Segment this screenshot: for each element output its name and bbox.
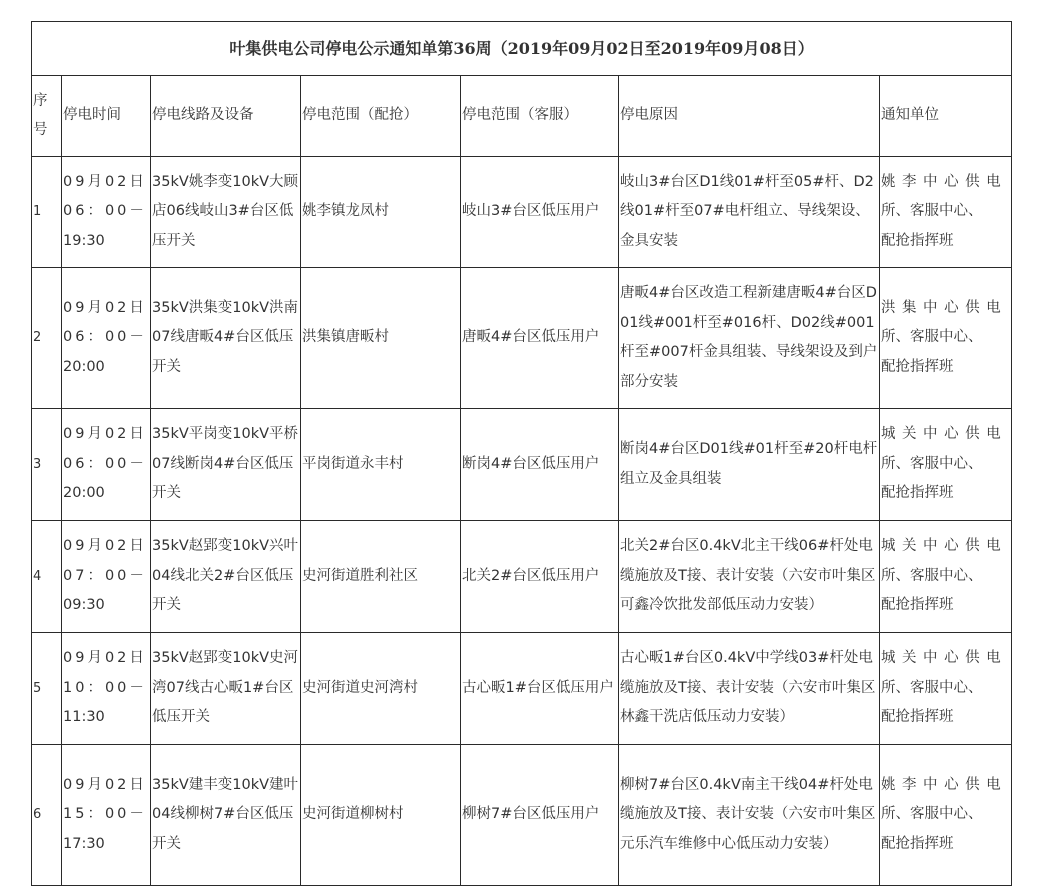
unit-line: 所、客服中心、 <box>881 329 983 346</box>
notice-title: 叶集供电公司停电公示通知单第36周（2019年09月02日至2019年09月08日） <box>32 22 1012 76</box>
time-date: 09月02日 <box>63 538 147 555</box>
row-time <box>62 521 151 633</box>
row-reason: 唐畈4#台区改造工程新建唐畈4#台区D01线#001杆至#016杆、D02线#001杆至#007杆金具组装、导线架设及到户部分安装 <box>619 268 880 409</box>
unit-line: 配抢指挥班 <box>881 358 954 375</box>
row-reason: 古心畈1#台区0.4kV中学线03#杆处电缆施放及T接、表计安装（六安市叶集区林鑫干洗店低压动力安装） <box>619 633 880 745</box>
unit-line: 所、客服中心、 <box>881 679 983 696</box>
header-row <box>32 76 1012 157</box>
row-range-service: 断岗4#台区低压用户 <box>461 409 619 521</box>
table-row <box>32 409 1012 521</box>
row-seq: 2 <box>32 268 62 409</box>
unit-line: 所、客服中心、 <box>881 455 983 472</box>
unit-line: 城关中心供电 <box>881 650 1008 667</box>
unit-line: 所、客服中心、 <box>881 203 983 220</box>
row-time <box>62 633 151 745</box>
row-reason: 柳树7#台区0.4kV南主干线04#杆处电缆施放及T接、表计安装（六安市叶集区元乐汽车维修中心低压动力安装） <box>619 745 880 886</box>
header-line: 停电线路及设备 <box>151 76 301 157</box>
row-range-service: 岐山3#台区低压用户 <box>461 157 619 268</box>
row-line: 35kV平岗变10kV平桥07线断岗4#台区低压开关 <box>151 409 301 521</box>
unit-line: 配抢指挥班 <box>881 709 954 726</box>
row-range-service: 古心畈1#台区低压用户 <box>461 633 619 745</box>
table-row <box>32 521 1012 633</box>
unit-line: 姚李中心供电 <box>881 173 1008 190</box>
row-unit <box>880 745 1012 886</box>
row-seq: 5 <box>32 633 62 745</box>
row-reason: 北关2#台区0.4kV北主干线06#杆处电缆施放及T接、表计安装（六安市叶集区可鑫冷饮批发部低压动力安装） <box>619 521 880 633</box>
time-end: 09:30 <box>63 597 105 614</box>
time-end: 11:30 <box>63 709 105 726</box>
time-start: 10：00－ <box>63 679 147 696</box>
row-seq: 1 <box>32 157 62 268</box>
row-time <box>62 268 151 409</box>
row-range-dispatch: 史河街道胜利社区 <box>301 521 461 633</box>
time-end: 19:30 <box>63 232 105 249</box>
row-time <box>62 157 151 268</box>
row-range-dispatch: 平岗街道永丰村 <box>301 409 461 521</box>
time-start: 06：00－ <box>63 203 147 220</box>
table-row <box>32 745 1012 886</box>
header-time: 停电时间 <box>62 76 151 157</box>
row-line: 35kV建丰变10kV建叶04线柳树7#台区低压开关 <box>151 745 301 886</box>
time-date: 09月02日 <box>63 650 147 667</box>
time-end: 17:30 <box>63 835 105 852</box>
header-range-dispatch: 停电范围（配抢） <box>301 76 461 157</box>
unit-line: 所、客服中心、 <box>881 567 983 584</box>
time-start: 06：00－ <box>63 455 147 472</box>
unit-line: 配抢指挥班 <box>881 597 954 614</box>
time-end: 20:00 <box>63 485 105 502</box>
outage-notice-table <box>31 21 1012 886</box>
unit-line: 所、客服中心、 <box>881 806 983 823</box>
unit-line: 配抢指挥班 <box>881 485 954 502</box>
time-start: 15：00－ <box>63 806 147 823</box>
time-start: 06：00－ <box>63 329 147 346</box>
row-time <box>62 745 151 886</box>
row-line: 35kV洪集变10kV洪南07线唐畈4#台区低压开关 <box>151 268 301 409</box>
row-range-dispatch: 洪集镇唐畈村 <box>301 268 461 409</box>
row-unit <box>880 409 1012 521</box>
header-unit: 通知单位 <box>880 76 1012 157</box>
row-line: 35kV赵郢变10kV兴叶04线北关2#台区低压开关 <box>151 521 301 633</box>
row-line: 35kV赵郢变10kV史河湾07线古心畈1#台区低压开关 <box>151 633 301 745</box>
unit-line: 洪集中心供电 <box>881 299 1008 316</box>
row-range-dispatch: 姚李镇龙凤村 <box>301 157 461 268</box>
header-reason: 停电原因 <box>619 76 880 157</box>
row-seq: 4 <box>32 521 62 633</box>
time-date: 09月02日 <box>63 776 147 793</box>
row-range-service: 唐畈4#台区低压用户 <box>461 268 619 409</box>
time-end: 20:00 <box>63 358 105 375</box>
row-range-dispatch: 史河街道史河湾村 <box>301 633 461 745</box>
row-range-service: 柳树7#台区低压用户 <box>461 745 619 886</box>
table-row <box>32 633 1012 745</box>
row-line: 35kV姚李变10kV大顾店06线岐山3#台区低压开关 <box>151 157 301 268</box>
row-reason: 断岗4#台区D01线#01杆至#20杆电杆组立及金具组装 <box>619 409 880 521</box>
unit-line: 配抢指挥班 <box>881 232 954 249</box>
unit-line: 配抢指挥班 <box>881 835 954 852</box>
row-time <box>62 409 151 521</box>
row-unit <box>880 268 1012 409</box>
time-start: 07：00－ <box>63 567 147 584</box>
time-date: 09月02日 <box>63 299 147 316</box>
row-range-dispatch: 史河街道柳树村 <box>301 745 461 886</box>
row-unit <box>880 633 1012 745</box>
row-reason: 岐山3#台区D1线01#杆至05#杆、D2线01#杆至07#电杆组立、导线架设、金具安装 <box>619 157 880 268</box>
table-row <box>32 157 1012 268</box>
row-unit <box>880 521 1012 633</box>
header-seq: 序号 <box>32 76 62 157</box>
time-date: 09月02日 <box>63 173 147 190</box>
row-seq: 3 <box>32 409 62 521</box>
row-seq: 6 <box>32 745 62 886</box>
row-unit <box>880 157 1012 268</box>
unit-line: 城关中心供电 <box>881 426 1008 443</box>
row-range-service: 北关2#台区低压用户 <box>461 521 619 633</box>
header-range-service: 停电范围（客服） <box>461 76 619 157</box>
unit-line: 姚李中心供电 <box>881 776 1008 793</box>
unit-line: 城关中心供电 <box>881 538 1008 555</box>
time-date: 09月02日 <box>63 426 147 443</box>
table-row <box>32 268 1012 409</box>
